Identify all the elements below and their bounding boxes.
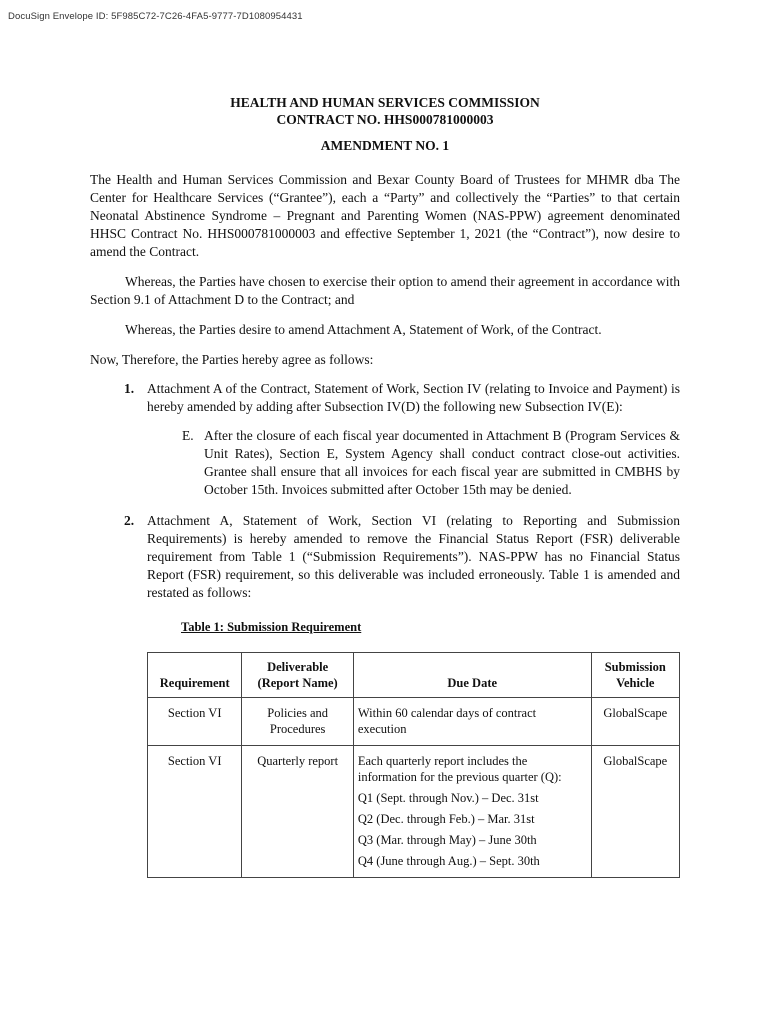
commission-title: HEALTH AND HUMAN SERVICES COMMISSION [230,95,540,110]
cell-deliverable-line2: Procedures [269,722,326,736]
subsection-letter: E. [182,428,194,443]
cell-requirement: Section VI [148,698,242,746]
item-number: 1. [124,381,135,396]
agreement-intro: Now, Therefore, the Parties hereby agree as follows: [90,352,374,367]
header-requirement: Requirement [148,653,242,698]
header-submission-vehicle [591,653,679,698]
item-text: Attachment A of the Contract, Statement of Work, Section IV (relating to Invoice and Payment) is hereby amended by adding after Subsection IV(D) the following new Subsection IV(E): [147,381,680,414]
submission-requirement-table [147,652,680,878]
header-vehicle-line1: Submission [604,660,666,674]
docusign-envelope-id: DocuSign Envelope ID: 5F985C72-7C26-4FA5-9777-7D1080954431 [8,11,303,22]
due-date-q1: Q1 (Sept. through Nov.) – Dec. 31st [357,791,539,805]
cell-deliverable [242,698,353,746]
cell-vehicle: GlobalScape [591,746,679,878]
subsection-e [90,427,680,499]
contract-number: CONTRACT NO. HHS000781000003 [276,112,494,127]
amendment-item-2 [90,512,680,602]
due-date-q2: Q2 (Dec. through Feb.) – Mar. 31st [357,812,535,826]
table-header-row [148,653,680,698]
table-row [148,746,680,878]
cell-due-date [353,746,591,878]
header-due-date: Due Date [353,653,591,698]
intro-paragraph: The Health and Human Services Commission and Bexar County Board of Trustees for MHMR dba The Center for Healthcare Services (“Grantee”), each a “Party” and collectively the “Parties” to that certain Neonatal Abstinence Syndrome – Pregnant and Parenting Women (NAS-PPW) agreement denominated HHSC Contract No. HHS000781000003 and effective September 1, 2021 (the “Contract”), now desire to amend the Contract. [90,172,680,259]
cell-due-date: Within 60 calendar days of contract execution [353,698,591,746]
whereas-paragraph-1: Whereas, the Parties have chosen to exercise their option to amend their agreement in accordance with Section 9.1 of Attachment D to the Contract; and [90,274,680,307]
amendment-item-1 [90,380,680,416]
due-date-q4: Q4 (June through Aug.) – Sept. 30th [357,854,540,868]
table-row [148,698,680,746]
header-deliverable-line2: (Report Name) [257,676,338,690]
amendment-number: AMENDMENT NO. 1 [320,138,450,153]
header-deliverable [242,653,353,698]
due-date-q3: Q3 (Mar. through May) – June 30th [357,833,537,847]
document-page [90,94,680,878]
header-deliverable-line1: Deliverable [267,660,329,674]
table-title: Table 1: Submission Requirement [181,620,362,634]
header-vehicle-line2: Vehicle [616,676,655,690]
cell-deliverable: Quarterly report [242,746,353,878]
item-number: 2. [124,513,135,528]
cell-requirement: Section VI [148,746,242,878]
cell-vehicle: GlobalScape [591,698,679,746]
item-text: Attachment A, Statement of Work, Section VI (relating to Reporting and Submission Requirements) is hereby amended to remove the Financial Status Report (FSR) deliverable requirement from Table 1 (“Submission Requirements”). NAS-PPW has no Financial Status Report (FSR) requirement, so this deliverable was included erroneously. Table 1 is amended and restated as follows: [147,513,680,600]
cell-deliverable-line1: Policies and [267,706,329,720]
whereas-paragraph-2: Whereas, the Parties desire to amend Attachment A, Statement of Work, of the Contract. [125,322,602,337]
subsection-text: After the closure of each fiscal year documented in Attachment B (Program Services & Unit Rates), Section E, System Agency shall conduct contract close-out activities. Grantee shall ensure that all invoices for each fiscal year are submitted in CMBHS by October 15th. Invoices submitted after October 15th may be denied. [204,428,680,497]
due-date-description: Each quarterly report includes the information for the previous quarter (Q): [357,754,562,784]
